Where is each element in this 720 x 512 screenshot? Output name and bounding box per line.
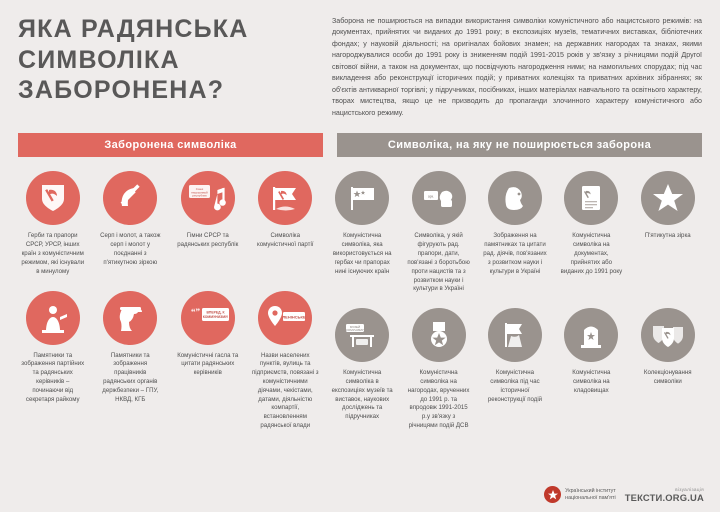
item-party-symbols <box>247 171 325 276</box>
item-caption: Комуністичні гасла та цитати радянських керівників <box>177 351 239 377</box>
institute-name-line-1: Український інститут <box>565 487 616 494</box>
item-science-culture-figures <box>477 171 553 294</box>
item-old-documents <box>553 171 629 294</box>
prohibited-row-1 <box>14 171 324 276</box>
band-exempt: Символіка, на яку не поширюється заборона <box>337 133 702 157</box>
intro-paragraph: Заборона не поширюється на випадки використання символіки комуністичного або нацистського режимів: на документах, прийнятих чи виданих до 1991 року; в експозиціях музеїв, тематичних виставках, бібліотечних фондах; у науковій діяльності; на оригіналах бойових знамен; на державних нагородах та знаках, якими нагороджувалися особи до 1991 року із зниженням подій 1991-2015 років у зв'язку з річницями подій Другої світової війни, а також на документах, що посвідчують нагородження ними; на намогильних спорудах; під час викладення або реконструкції історичних подій; у приватних колекціях та приватних архівних зібраннях; як об'єктів антикварної торгівлі; у підручниках, посібниках, інших матеріалах навчального та освітнього характеру, творах мистецтва, якщо це не призводить до пропаганди злочинного характеру комуністичного або нацистського режиму. <box>332 17 702 117</box>
visualization-brand: ТЕКСТИ.ORG.UA <box>624 492 704 503</box>
exempt-row-1 <box>324 171 706 294</box>
page-title-line-2: СИМВОЛІКА <box>18 45 180 74</box>
item-caption: Колекціонування символіки <box>643 369 692 385</box>
svg-text:МУЗЕЙ: МУЗЕЙ <box>350 325 361 330</box>
item-awards <box>400 308 476 431</box>
hammer-sickle-shield-icon <box>26 171 80 225</box>
item-museum-exhibits <box>324 308 400 431</box>
item-five-pointed-star <box>630 171 706 294</box>
foreign-red-flag-icon <box>335 171 389 225</box>
svg-text:КОМУНІЗМУ: КОМУНІЗМУ <box>346 328 365 333</box>
prohibited-column <box>14 157 324 431</box>
item-caption: Комуністична символіка на нагородах, врученних до 1991 р. та впродовж 1991-2015 р.у зв'язку з річницями подій ДСВ <box>407 369 470 430</box>
item-caption: Символіка, у якій фігурують рад. прапори, дати, пов'язані з боротьбою проти нацистів та з розвитком науки і культури в Україні <box>407 232 470 293</box>
item-monuments-leaders <box>14 291 92 431</box>
item-caption: Гімни СРСР та радянських республік <box>177 232 239 249</box>
place-name-pin-icon <box>258 291 312 345</box>
item-caption: Комуністична символіка під час історичної реконструкції подій <box>487 369 543 403</box>
page-title-line-3: ЗАБОРОНЕНА? <box>18 76 225 104</box>
svg-text:нерушимый: нерушимый <box>191 190 208 195</box>
header <box>0 0 720 119</box>
item-hammer-sickle <box>92 171 170 276</box>
item-collecting <box>630 308 706 431</box>
anti-nazi-fist-icon <box>412 171 466 225</box>
item-caption: Памятники та зображення партійних та радянських керівників – починаючи від секретаря райкому <box>21 351 85 403</box>
item-anthems <box>169 171 247 276</box>
slogan-quote-icon <box>181 291 235 345</box>
item-slogans-quotes <box>169 291 247 431</box>
item-caption: Комуністична символіка на кладовищах <box>572 369 611 394</box>
section-headers <box>0 133 720 157</box>
page-title <box>18 14 318 119</box>
communist-party-banner-icon <box>258 171 312 225</box>
svg-text:ЛЕНІНСЬКЕ: ЛЕНІНСЬКЕ <box>282 313 306 319</box>
old-document-icon <box>564 171 618 225</box>
visualization-label: візуалізація <box>675 487 704 492</box>
item-security-officers <box>92 291 170 431</box>
item-caption: Комуністична символіка, яка використовується на гербах чи прапорах нині існуючих країн <box>332 232 392 275</box>
item-caption: Серп і молот, а також серп і молот у поєднанні з п'ятикутною зіркою <box>100 232 161 266</box>
svg-text:“”: “” <box>190 306 200 317</box>
museum-exhibit-icon <box>335 308 389 362</box>
item-coats-of-arms <box>14 171 92 276</box>
item-caption: Символіка комуністичної партії <box>257 232 314 249</box>
hammer-and-sickle-icon <box>103 171 157 225</box>
content-columns <box>0 157 720 431</box>
item-place-names <box>247 291 325 431</box>
item-caption: Комуністична символіка в експозиціях музеїв та виставок, наукових досліджень та підручниках <box>331 369 393 421</box>
item-caption: Герби та прапори СРСР, УРСР, інших країн з комуністичним режимом, які існували в минулому <box>21 232 85 275</box>
svg-text:КОММУНИЗМУ!: КОММУНИЗМУ! <box>202 314 229 319</box>
item-caption: Зображення на памятниках та цитати рад. діячів, пов'язаних з розвитком науки і культури в Україні <box>483 232 547 275</box>
five-pointed-star-icon <box>641 171 695 225</box>
monument-lenin-icon <box>26 291 80 345</box>
band-prohibited: Заборонена символіка <box>18 133 323 157</box>
svg-text:арк.: арк. <box>427 194 434 199</box>
item-caption: Комуністична символіка на документах, прийнятих або виданих до 1991 року <box>560 232 623 275</box>
institute-name <box>565 488 616 502</box>
item-cemeteries <box>553 308 629 431</box>
svg-text:республик: республик <box>192 193 207 198</box>
svg-text:Союз: Союз <box>195 187 203 192</box>
medal-award-icon <box>412 308 466 362</box>
page-title-line-1: ЯКА РАДЯНСЬКА <box>18 15 249 43</box>
institute-name-line-2: національної пам'яті <box>565 494 616 501</box>
exempt-column <box>324 157 706 431</box>
institute-credit <box>544 486 616 503</box>
visualization-credit <box>625 487 704 503</box>
item-caption: Назви населених пунктів, вулиць та підприємств, повязані з комуністичними діячами, чекістами, датами, діяльністю компартії, встановленням радянської влади <box>251 351 319 430</box>
exempt-row-2 <box>324 308 706 431</box>
item-caption: Памятники та зображення працівників радянських органів держбезпеки – ГПУ, НКВД, КГБ <box>102 351 159 403</box>
item-foreign-flags <box>324 171 400 294</box>
anthem-note-icon <box>181 171 235 225</box>
footer <box>544 486 704 503</box>
reenactment-flag-icon <box>488 308 542 362</box>
item-anti-nazi-struggle <box>400 171 476 294</box>
item-caption: П'ятикутна зірка <box>644 232 691 240</box>
svg-text:ВПЕРЕД, К: ВПЕРЕД, К <box>206 310 225 314</box>
nkvd-officer-profile-icon <box>103 291 157 345</box>
institute-logo-icon <box>544 486 561 503</box>
item-reenactments <box>477 308 553 431</box>
gravestone-icon <box>564 308 618 362</box>
collection-shields-icon <box>641 308 695 362</box>
prohibited-row-2 <box>14 291 324 431</box>
portrait-bust-icon <box>488 171 542 225</box>
